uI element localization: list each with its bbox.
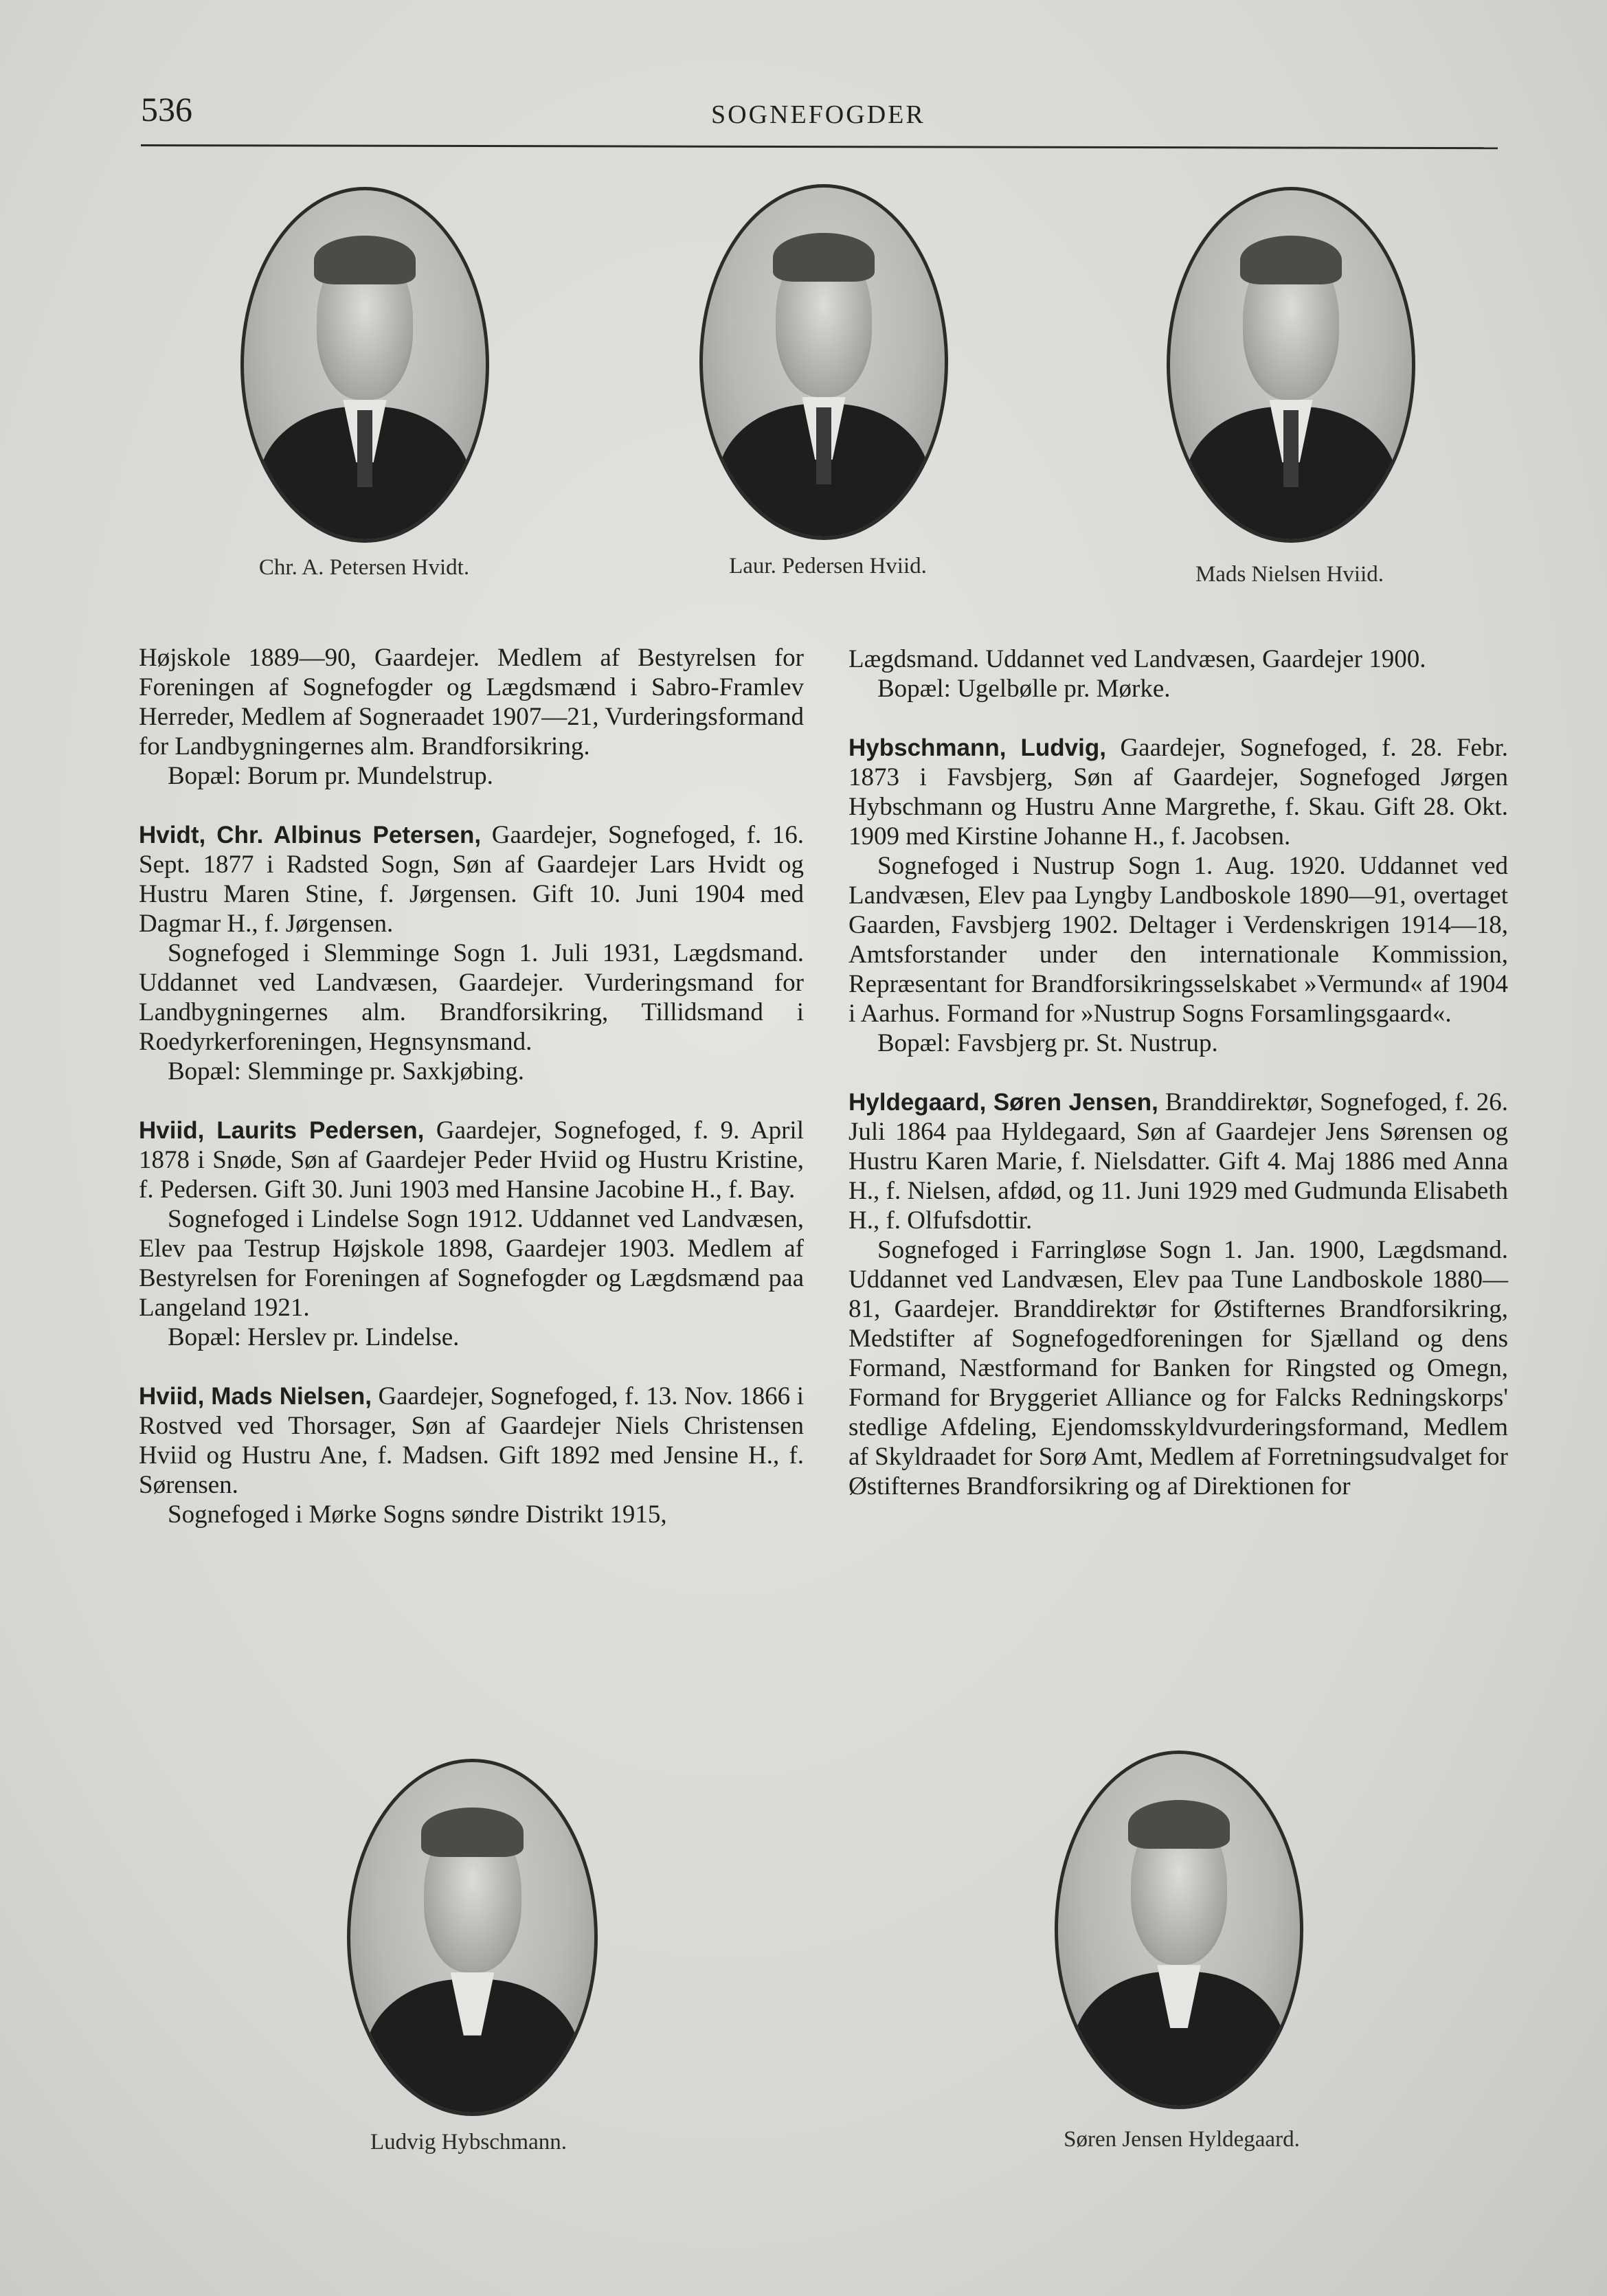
continued-entry-bopael: Bopæl: Ugelbølle pr. Mørke. (877, 675, 1171, 703)
entry-hviid-mads: Hviid, Mads Nielsen, Gaardejer, Sognefoged, f. 13. Nov. 1866 i Rostved ved Thorsager, Søn af Gaardejer Niels Christensen Hviid og Hustru Ane, f. Madsen. Gift 1892 med Jensine H., f. Sørensen. (139, 1382, 804, 1499)
entry-name: Hvidt, Chr. Albinus Petersen, (139, 822, 482, 848)
entry-paragraph: Sognefoged i Mørke Sogns søndre Distrikt 1915, (168, 1500, 667, 1529)
entry-name: Hviid, Mads Nielsen, (139, 1383, 372, 1410)
continued-entry-bopael: Bopæl: Borum pr. Mundelstrup. (168, 762, 493, 790)
entry-name: Hybschmann, Ludvig, (849, 734, 1106, 761)
continued-entry-text: Højskole 1889—90, Gaardejer. Medlem af Bestyrelsen for Foreningen af Sognefogder og Lægdsmænd i Sabro-Framlev Herreder, Medlem af Sogneraadet 1907—21, Vurderingsformand for Landbygningernes alm. Brandforsikring. (139, 644, 804, 761)
entry-paragraph: Sognefoged i Farringløse Sogn 1. Jan. 1900, Lægdsmand. Uddannet ved Landvæsen, Elev paa Tune Landboskole 1880—81, Gaardejer. Branddirektør for Østifternes Brandforsikring, Medstifter af Sognefogedforeningen for Sjælland og dens Formand, Næstformand for Banken for Ringsted og Omegn, Formand for Bryggeriet Alliance og for Falcks Redningskorps' stedlige Afdeling, Ejendomsskyldvurderingsformand, Medlem af Skyldraadet for Sorø Amt, Medlem af Forretningsudvalget for Østifternes Brandforsikring og af Direktionen for (849, 1236, 1508, 1500)
entry-paragraph: Sognefoged i Nustrup Sogn 1. Aug. 1920. Uddannet ved Landvæsen, Elev paa Lyngby Landboskole 1890—91, overtaget Gaarden, Favsbjerg 1902. Deltager i Verdenskrigen 1914—18, Amtsforstander under den internationale Kommission, Repræsentant for Brandforsikringsselskabet »Vermund« af 1904 i Aarhus. Formand for »Nustrup Sogns Forsamlingsgaard«. (849, 852, 1508, 1028)
portrait-mads-nielsen-hviid (1167, 187, 1415, 543)
entry-hviid-laurits: Hviid, Laurits Pedersen, Gaardejer, Sognefoged, f. 9. April 1878 i Snøde, Søn af Gaardejer Peder Hviid og Hustru Kristine, f. Pedersen. Gift 30. Juni 1903 med Hansine Jacobine H., f. Bay. (139, 1116, 804, 1204)
header-rule (141, 144, 1498, 149)
entry-bopael: Bopæl: Favsbjerg pr. St. Nustrup. (877, 1029, 1218, 1057)
entry-hybschmann-ludvig: Hybschmann, Ludvig, Gaardejer, Sognefoged, f. 28. Febr. 1873 i Favsbjerg, Søn af Gaardejer, Sognefoged Jørgen Hybschmann og Hustru Anne Margrethe, f. Skau. Gift 28. Okt. 1909 med Kirstine Johanne H., f. Jacobsen. (849, 734, 1508, 851)
entry-hvidt-chr: Hvidt, Chr. Albinus Petersen, Gaardejer, Sognefoged, f. 16. Sept. 1877 i Radsted Sogn, Søn af Gaardejer Lars Hvidt og Hustru Maren Stine, f. Jørgensen. Gift 10. Juni 1904 med Dagmar H., f. Jørgensen. (139, 821, 804, 938)
caption-chr-petersen-hvidt: Chr. A. Petersen Hvidt. (258, 555, 470, 580)
caption-mads-nielsen-hviid: Mads Nielsen Hviid. (1195, 562, 1384, 587)
entry-name: Hyldegaard, Søren Jensen, (849, 1089, 1158, 1116)
entry-name: Hviid, Laurits Pedersen, (139, 1117, 425, 1144)
portrait-ludvig-hybschmann (347, 1759, 598, 2116)
entry-bopael: Bopæl: Herslev pr. Lindelse. (168, 1323, 460, 1351)
portrait-soren-jensen-hyldegaard (1055, 1751, 1303, 2109)
page-number: 536 (141, 90, 192, 128)
running-head: SOGNEFOGDER (711, 100, 925, 129)
portrait-chr-petersen-hvidt (240, 187, 489, 543)
entry-paragraph: Sognefoged i Slemminge Sogn 1. Juli 1931, Lægdsmand. Uddannet ved Landvæsen, Gaardejer. Vurderingsmand for Landbygningernes alm. Brandforsikring, Tillidsmand i Roedyrkerforeningen, Hegnsynsmand. (139, 939, 804, 1056)
caption-laur-pedersen-hviid: Laur. Pedersen Hviid. (729, 554, 927, 578)
entry-hyldegaard-soren: Hyldegaard, Søren Jensen, Branddirektør, Sognefoged, f. 26. Juli 1864 paa Hyldegaard, Søn af Gaardejer Jens Sørensen og Hustru Karen Marie, f. Nielsdatter. Gift 4. Maj 1886 med Anna H., f. Nielsen, afdød, og 11. Juni 1929 med Gudmunda Elisabeth H., f. Olfufsdottir. (849, 1088, 1508, 1235)
entry-paragraph: Sognefoged i Lindelse Sogn 1912. Uddannet ved Landvæsen, Elev paa Testrup Højskole 1898, Gaardejer 1903. Medlem af Bestyrelsen for Foreningen af Sognefogder og Lægdsmænd paa Langeland 1921. (139, 1205, 804, 1322)
caption-ludvig-hybschmann: Ludvig Hybschmann. (370, 2130, 567, 2154)
continued-entry-text: Lægdsmand. Uddannet ved Landvæsen, Gaardejer 1900. (849, 645, 1426, 673)
portrait-laur-pedersen-hviid (699, 184, 948, 540)
entry-bopael: Bopæl: Slemminge pr. Saxkjøbing. (168, 1057, 525, 1085)
text-column-right (849, 644, 1508, 1501)
caption-soren-jensen-hyldegaard: Søren Jensen Hyldegaard. (1064, 2127, 1300, 2152)
text-column-left (139, 643, 804, 1529)
